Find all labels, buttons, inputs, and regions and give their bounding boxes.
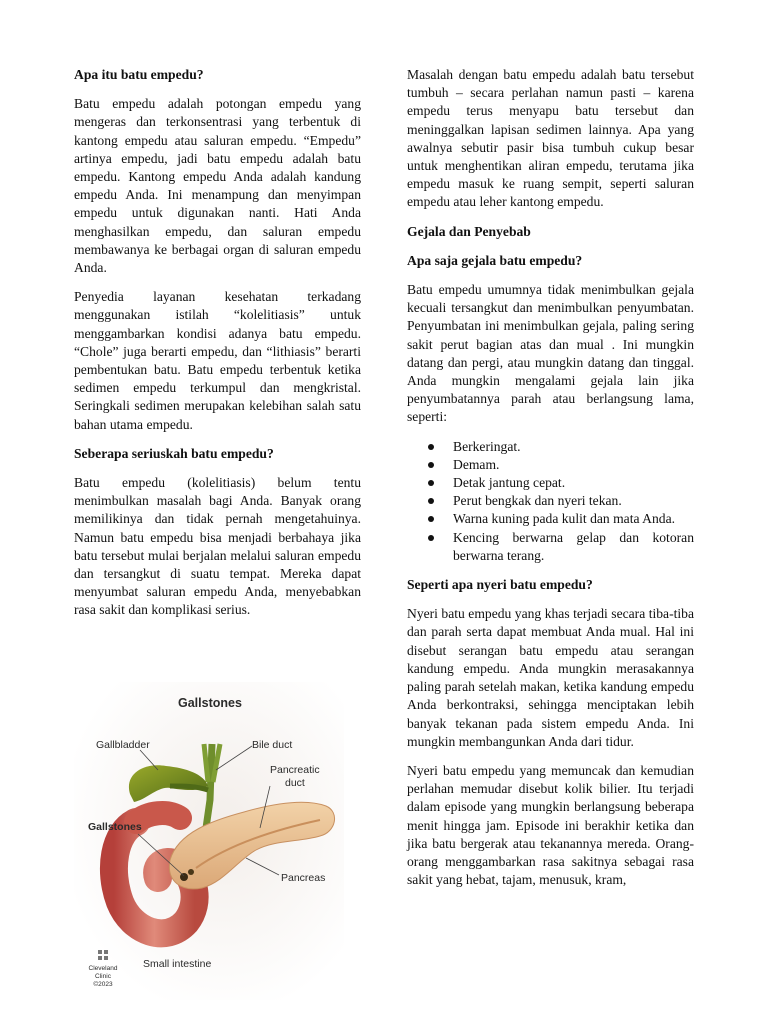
paragraph-colic: Nyeri batu empedu yang memuncak dan kemudian perlahan memudar disebut kolik bilier. Itu terjadi dalam episode yang mungkin berlangsung beberapa menit hingga jam. Episode ini berakhir ketika dan jika batu bergerak atau tekanannya mereda. Orang-orang menggambarkan rasa sakitnya sebagai rasa sakit yang hebat, tajam, menusuk, kram, <box>407 762 694 888</box>
credit-line1: Cleveland <box>88 965 118 972</box>
list-item: Perut bengkak dan nyeri tekan. <box>407 492 694 510</box>
gallstone <box>188 869 194 875</box>
right-column <box>407 66 694 900</box>
label-pancreatic-duct-line1: Pancreatic <box>270 764 320 776</box>
list-item: Warna kuning pada kulit dan mata Anda. <box>407 510 694 528</box>
label-bile-duct: Bile duct <box>252 739 293 751</box>
figure-title: Gallstones <box>178 696 242 710</box>
paragraph-seriousness: Batu empedu (kolelitiasis) belum tentu menimbulkan masalah bagi Anda. Banyak orang memilikinya dan tidak pernah mengetahuinya. Namun batu empedu bisa menjadi berbahaya jika batu tersebut mulai berjalan melalui saluran empedu dan tersangkut di suatu tempat. Mereka dapat menyumbat saluran empedu Anda, menyebabkan rasa sakit dan komplikasi serius. <box>74 475 361 618</box>
label-small-intestine: Small intestine <box>143 958 212 970</box>
label-pancreatic-duct-line2: duct <box>285 777 305 789</box>
duodenum <box>136 813 180 822</box>
heading-what-is: Apa itu batu empedu? <box>74 67 204 82</box>
label-gallbladder: Gallbladder <box>96 739 150 751</box>
left-column <box>74 66 361 631</box>
list-item: Kencing berwarna gelap dan kotoran berwarna terang. <box>407 529 694 565</box>
heading-how-serious: Seberapa seriuskah batu empedu? <box>74 445 274 461</box>
label-gallstones: Gallstones <box>88 821 142 833</box>
list-item: Detak jantung cepat. <box>407 474 694 492</box>
credit-line2: Clinic <box>95 973 111 980</box>
heading-what-symptoms: Apa saja gejala batu empedu? <box>407 252 583 268</box>
paragraph-growth: Masalah dengan batu empedu adalah batu tersebut tumbuh – secara perlahan namun pasti – karena empedu terus menyapu batu tersebut dan meninggalkan lapisan sedimen lainnya. Apa yang awalnya sebutir pasir bisa tumbuh cukup besar untuk menghentikan aliran empedu, terutama jika empedu masuk ke ruang sempit, seperti saluran empedu atau leher kantong empedu. <box>407 67 694 210</box>
list-item: Demam. <box>407 456 694 474</box>
gallstone <box>180 873 188 881</box>
paragraph-symptoms: Batu empedu umumnya tidak menimbulkan gejala kecuali tersangkut dan menimbulkan penyumbatan. Penyumbatan ini menimbulkan gejala, paling sering sakit perut bagian atas dan mual . Ini mungkin datang dan pergi, atau mungkin datang dan tinggal. Anda mungkin mengalami gejala lain jika penyumbatannya parah atau berlangsung lama, seperti: <box>407 282 694 425</box>
symptom-list <box>407 438 694 565</box>
paragraph-definition: Batu empedu adalah potongan empedu yang mengeras dan terkonsentrasi yang terbentuk di kantong empedu atau saluran empedu. “Empedu” artinya empedu, jadi batu empedu adalah batu empedu. Kantong empedu Anda adalah kandung empedu Anda. Ini menampung dan menyimpan empedu untuk digunakan nanti. Hati Anda menghasilkan empedu, dan saluran empedu membawanya ke berbagai organ di saluran empedu Anda. <box>74 96 361 276</box>
gallstones-illustration <box>74 682 344 1000</box>
label-pancreas: Pancreas <box>281 872 326 884</box>
paragraph-cholelithiasis: Penyedia layanan kesehatan terkadang menggunakan istilah “kolelitiasis” untuk menggambarkan kondisi adanya batu empedu. “Chole” juga berarti empedu, dan “lithiasis” berarti pembentukan batu. Batu empedu terbentuk ketika sedimen empedu terkumpul dan mengkristal. Seringkali sedimen merupakan kelebihan salah satu bahan utama empedu. <box>74 289 361 432</box>
credit-line3: ©2023 <box>93 981 113 988</box>
heading-pain-description: Seperti apa nyeri batu empedu? <box>407 577 593 593</box>
paragraph-attack: Nyeri batu empedu yang khas terjadi secara tiba-tiba dan parah serta dapat membuat Anda mual. Hal ini disebut serangan batu empedu atau serangan kandung empedu. Anda mungkin merasakannya paling parah setelah makan, ketika kandung empedu Anda berkontraksi, sehingga menciptakan lebih banyak tekanan pada sistem empedu Anda. Ini mungkin membangunkan Anda dari tidur. <box>407 606 694 749</box>
list-item: Berkeringat. <box>407 438 694 456</box>
heading-symptoms-causes: Gejala dan Penyebab <box>407 223 531 239</box>
